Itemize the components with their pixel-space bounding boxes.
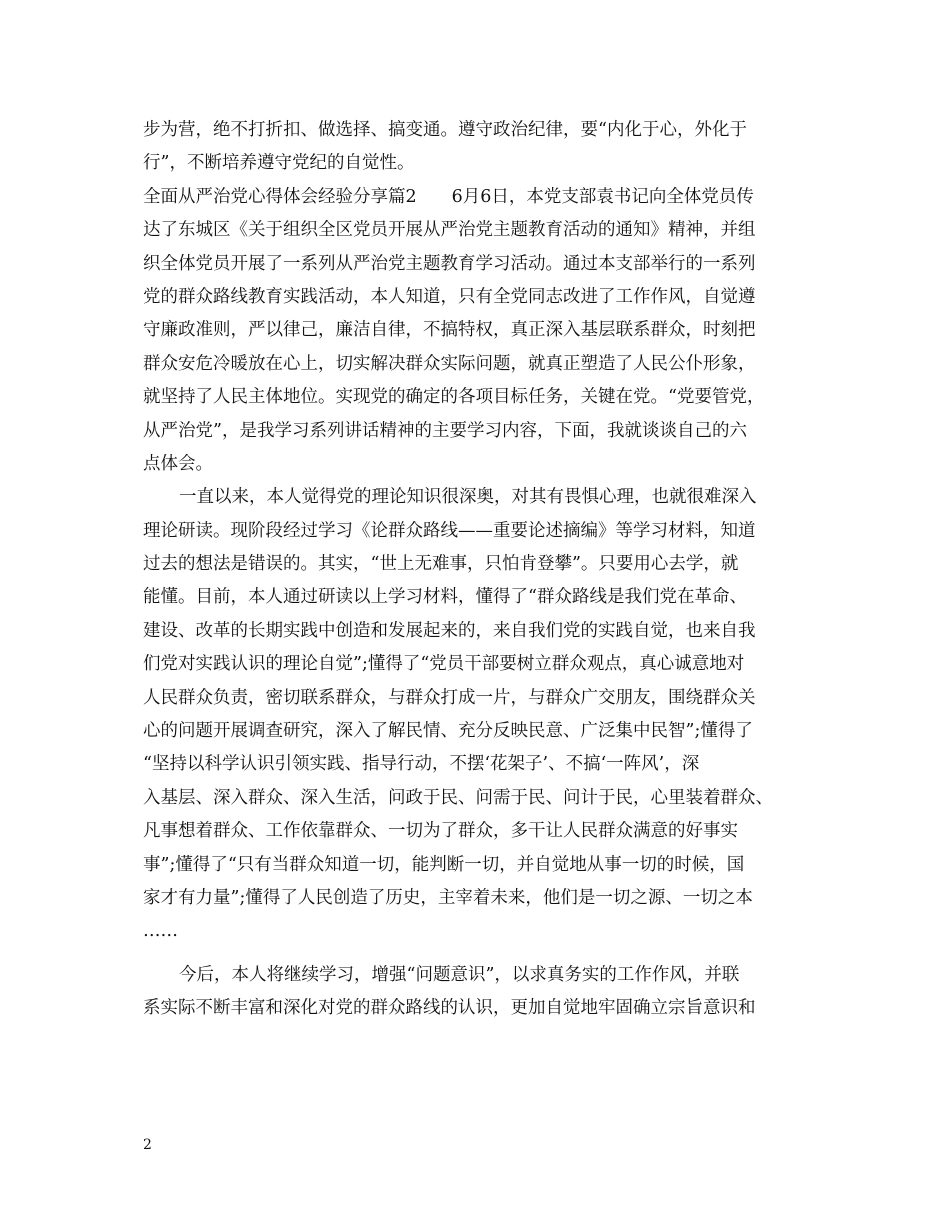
text-line: 人民群众负责，密切联系群众，与群众打成一片，与群众广交朋友，围绕群众关 — [143, 687, 756, 708]
text-line: 达了东城区《关于组织全区党员开展从严治党主题教育活动的通知》精神，并组 — [143, 220, 756, 241]
text-line: 过去的想法是错误的。其实，“世上无难事，只怕肯登攀”。只要用心去学，就 — [143, 554, 739, 575]
ellipsis-line: …… — [143, 921, 178, 942]
section-heading-line: 全面从严治党心得体会经验分享篇2 6月6日，本党支部袁书记向全体党员传 — [143, 186, 754, 207]
text-line: 守廉政准则，严以律己，廉洁自律，不搞特权，真正深入基层联系群众，时刻把 — [143, 320, 756, 341]
text-line: 步为营，绝不打折扣、做选择、搞变通。遵守政治纪律，要“内化于心，外化于 — [143, 120, 747, 140]
text-line: 建设、改革的长期实践中创造和发展起来的，来自我们党的实践自觉，也来自我 — [143, 620, 756, 641]
text-line: 织全体党员开展了一系列从严治党主题教育学习活动。通过本支部举行的一系列 — [143, 253, 756, 274]
text-line: 入基层、深入群众、深入生活，问政于民、问需于民、问计于民，心里装着群众、 — [143, 787, 773, 808]
text-line: 心的问题开展调查研究，深入了解民情、充分反映民意、广泛集中民智”;懂得了 — [143, 721, 753, 742]
text-line: 就坚持了人民主体地位。实现党的确定的各项目标任务，关键在党。“党要管党， — [143, 387, 765, 408]
text-line: 理论研读。现阶段经过学习《论群众路线——重要论述摘编》等学习材料，知道 — [143, 520, 756, 541]
text-line: 事”;懂得了“只有当群众知道一切，能判断一切，并自觉地从事一切的时候，国 — [143, 854, 745, 875]
body-text — [143, 114, 815, 1026]
text-line: 群众安危冷暖放在心上，切实解决群众实际问题，就真正塑造了人民公仆形象， — [143, 353, 756, 374]
page-number: 2 — [143, 1137, 152, 1153]
text-line: 从严治党”，是我学习系列讲话精神的主要学习内容，下面，我就谈谈自己的六 — [143, 420, 747, 441]
text-line: 凡事想着群众、工作依靠群众、一切为了群众，多干让人民群众满意的好事实 — [143, 821, 738, 842]
text-line: 点体会。 — [143, 453, 213, 474]
text-line: 家才有力量”;懂得了人民创造了历史，主宰着未来，他们是一切之源、一切之本 — [143, 887, 753, 908]
text-line: 系实际不断丰富和深化对党的群众路线的认识，更加自觉地牢固确立宗旨意识和 — [143, 998, 756, 1019]
text-line: 行”，不断培养遵守党纪的自觉性。 — [143, 153, 415, 174]
paragraph-start-line: 今后，本人将继续学习，增强“问题意识”，以求真务实的工作作风，并联 — [179, 964, 740, 985]
text-line: 党的群众路线教育实践活动，本人知道，只有全党同志改进了工作作风，自觉遵 — [143, 286, 756, 307]
paragraph-start-line: 一直以来，本人觉得党的理论知识很深奥，对其有畏惧心理，也就很难深入 — [179, 487, 757, 508]
text-line: 能懂。目前，本人通过研读以上学习材料，懂得了“群众路线是我们党在革命、 — [143, 587, 747, 608]
text-line: “坚持以科学认识引领实践、指导行动，不摆‘花架子’、不搞‘一阵风’，深 — [143, 754, 700, 775]
text-line: 们党对实践认识的理论自觉”;懂得了“党员干部要树立群众观点，真心诚意地对 — [143, 654, 745, 675]
